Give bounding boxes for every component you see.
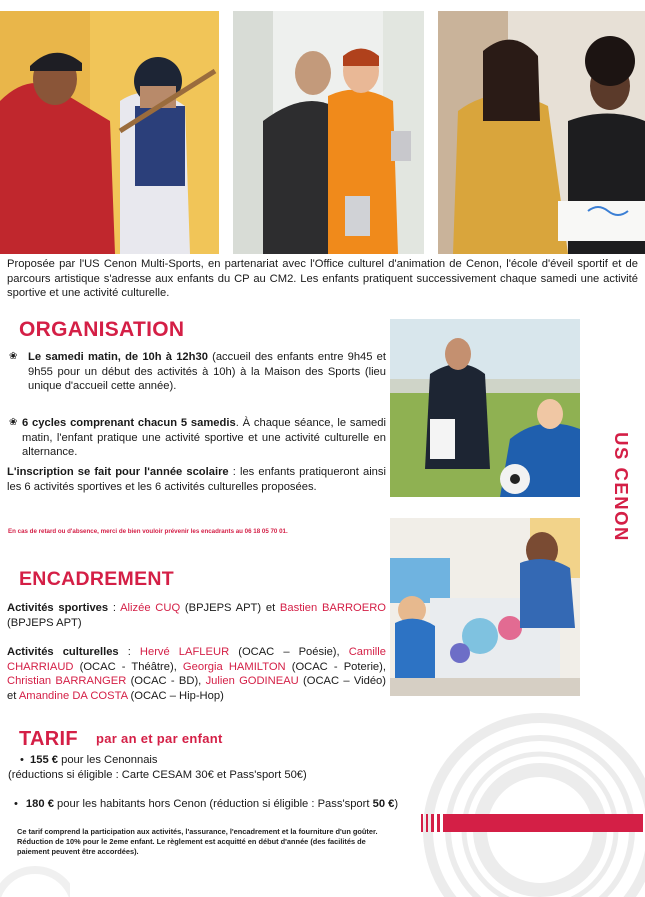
sport-staff [7, 601, 386, 630]
tarif-heading: TARIF [19, 728, 78, 750]
photo-kids-painting [390, 518, 580, 696]
encadrement-heading: ENCADREMENT [19, 568, 174, 590]
staff-role: (OCAC – Poésie), [229, 646, 349, 658]
late-notice: En cas de retard ou d'absence, merci de bien vouloir prévenir les encadrants au 06 18 05 70 01. [8, 528, 288, 535]
photo-baseball-coach [0, 11, 219, 254]
staff-name: Alizée CUQ [120, 602, 181, 614]
bullet-icon: ❀ [9, 351, 18, 362]
side-title-text: US CENON [611, 432, 632, 542]
tarif-cenon [8, 753, 307, 782]
inscription-bold: L'inscription se fait pour l'année scolaire [7, 466, 229, 478]
staff-role: (BPJEPS APT) [7, 616, 82, 629]
schedule-rest: (accueil des enfants entre 9h45 et 9h55 pour un début des activités à 10h) à la Maison des Sports (lieu unique d'accueil cette année). [28, 351, 387, 393]
tarif-hors-cenon [14, 797, 450, 812]
staff-role: (OCAC – Vidéo) et [7, 675, 386, 702]
price-hors-cenon: 180 € [25, 798, 54, 810]
passsport-amount: 50 € [372, 798, 395, 810]
photo-goalkeeper-coach [233, 11, 424, 254]
closing-paren: ) [394, 798, 399, 810]
schedule-bold: Le samedi matin, de 10h à 12h30 [28, 351, 208, 363]
inscription-rest: : les enfants pratiqueront ainsi les 6 activités sportives et les 6 activités culturelles proposées. [7, 466, 386, 493]
staff-name: Camille CHARRIAUD [7, 646, 387, 673]
price-hors-cenon-label: pour les habitants hors Cenon (réduction si éligible : Pass'sport [53, 798, 373, 810]
photo-mother-child-drawing [438, 11, 645, 254]
organisation-heading: ORGANISATION [19, 318, 185, 341]
bullet-icon: • [14, 798, 18, 810]
staff-name: Hervé LAFLEUR [139, 646, 230, 658]
organisation-inscription [7, 465, 386, 494]
price-cenon-note: (réductions si éligible : Carte CESAM 30€ et Pass'sport 50€) [8, 768, 307, 781]
culture-label: Activités culturelles [7, 646, 119, 658]
staff-role: (OCAC - BD), [126, 675, 206, 688]
staff-role: (OCAC – Hip-Hop) [127, 689, 224, 702]
photo-football-coach [390, 319, 580, 497]
side-title [606, 412, 636, 562]
sport-label: Activités sportives [7, 602, 109, 614]
separator: : [118, 646, 140, 658]
bullet-icon: • [20, 754, 24, 766]
staff-role: (BPJEPS APT) et [180, 602, 280, 614]
cycles-rest: . À chaque séance, le samedi matin, l'enfant pratique une activité sportive et une activité culturelle en alternance. [22, 417, 386, 459]
staff-name: Bastien BARROERO [279, 602, 386, 614]
staff-role: (OCAC - Poterie), [285, 660, 386, 673]
decorative-stripe [421, 814, 643, 832]
bullet-icon: ❀ [9, 417, 18, 428]
staff-name: Julien GODINEAU [205, 675, 299, 688]
separator: : [108, 602, 121, 614]
culture-staff [7, 645, 386, 703]
cycles-bold: 6 cycles comprenant chacun 5 samedis [22, 417, 236, 429]
organisation-item-cycles [9, 416, 386, 460]
decorative-arc [0, 850, 70, 897]
organisation-item-schedule [9, 350, 387, 394]
decorative-circles [400, 690, 645, 897]
tarif-footnote: Ce tarif comprend la participation aux activités, l'assurance, l'encadrement et la fourniture d'un goûter. Réduction de 10% pour le 2eme enfant. Le règlement est acquitté en début d'année (des facilités de paiement peuvent être accordées). [17, 827, 378, 856]
price-cenon: 155 € [30, 754, 58, 766]
price-cenon-label: pour les Cenonnais [58, 754, 158, 766]
tarif-subheading: par an et par enfant [96, 731, 223, 746]
staff-name: Christian BARRANGER [7, 675, 127, 688]
staff-name: Georgia HAMILTON [182, 660, 286, 673]
staff-name: Amandine DA COSTA [18, 689, 128, 702]
intro-paragraph: Proposée par l'US Cenon Multi-Sports, en partenariat avec l'Office culturel d'animation de Cenon, l'école d'éveil sportif et de parcours artistique s'adresse aux enfants du CP au CM2. Les enfants pratiquent successivement chaque samedi une activité sportive et une activité culturelle. [7, 258, 638, 299]
staff-role: (OCAC - Théâtre), [73, 660, 183, 673]
